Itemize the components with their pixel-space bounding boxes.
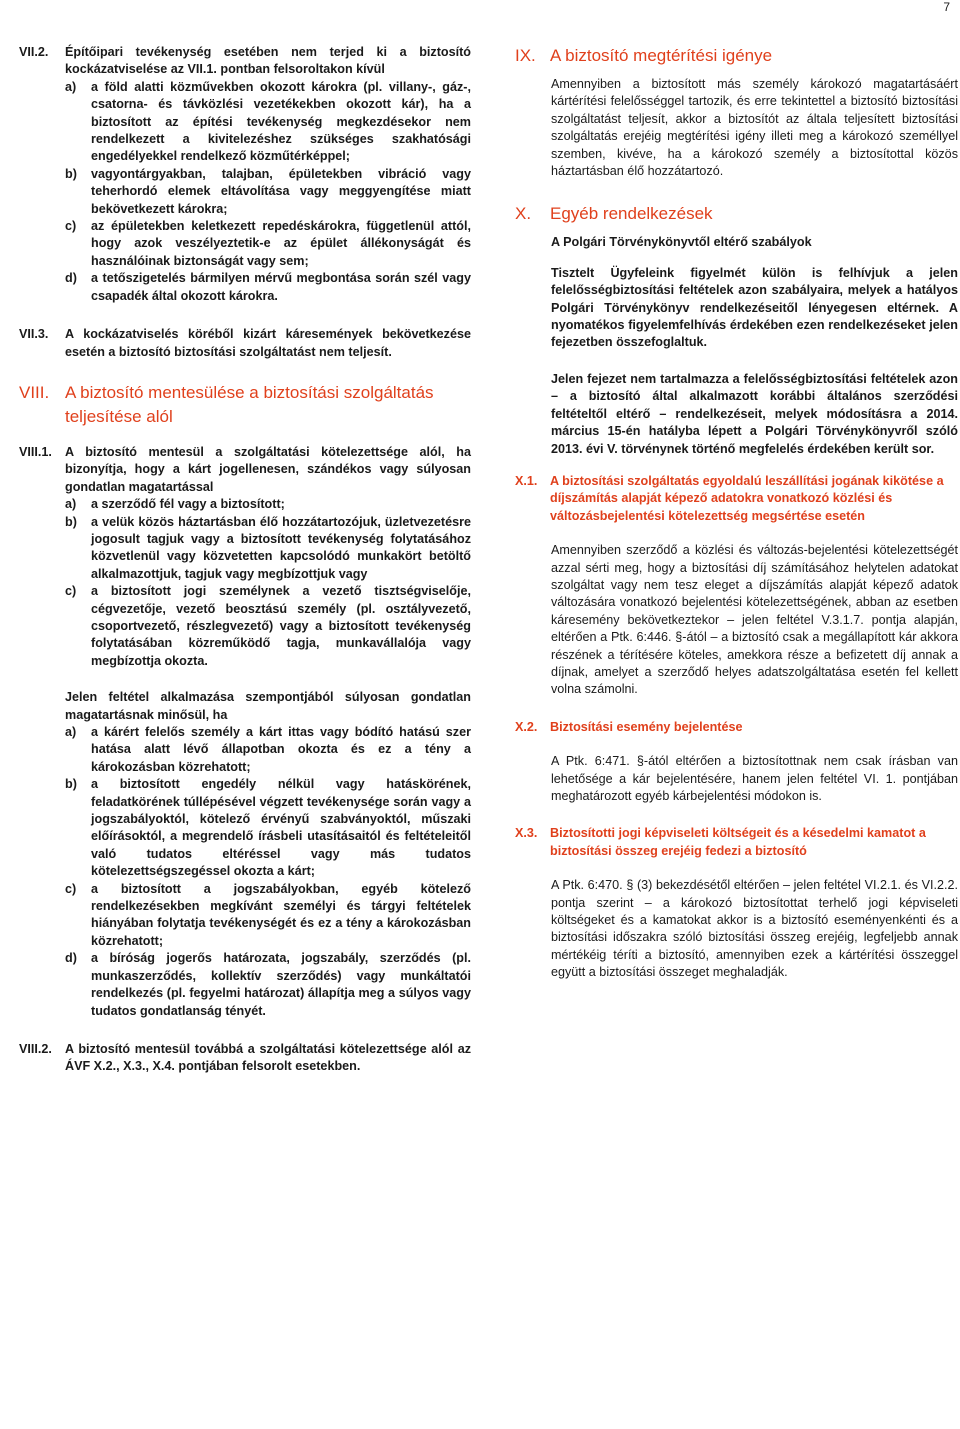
list-item: a) a szerződő fél vagy a biztosított; bbox=[65, 497, 285, 512]
section-ix-text: Amennyiben a biztosított más személy károkozó magatartásáért kártérítési felelősséggel tartozik, és erre tekintettel a biztosító biztosítási szolgáltatást teljesít, akkor a biztosítót az általa teljesített biztosítási szolgáltatás erejéig megtérítési igény illeti meg a károkozó személlyel szemben, kivéve, ha a károkozó személy a biztosítottal közös háztartásban élő hozzátartozó. bbox=[551, 77, 958, 179]
section-intro-2: Jelen feltétel alkalmazása szempontjából súlyosan gondatlan magatartásnak minősül, ha bbox=[65, 690, 471, 722]
heading-number: X. bbox=[515, 204, 532, 224]
section-number: X.2. bbox=[515, 719, 538, 734]
heading-number: IX. bbox=[515, 46, 536, 65]
heading-viii bbox=[19, 381, 471, 429]
heading-title: A biztosító mentesülése a biztosítási szolgáltatás teljesítése alól bbox=[65, 382, 434, 426]
section-viii2 bbox=[19, 1041, 471, 1076]
list-item: b) vagyontárgyakban, talajban, épületekben vibráció vagy teherhordó elemek eltávolítása vagy meggyengítése miatt bekövetkezett károkra; bbox=[65, 166, 471, 216]
list-item: b) a biztosított engedély nélkül vagy hatáskörének, feladatkörének túllépésével végzett tevékenysége során vagy a jogszabályoktól, kötelező érvényű szabványoktól, műszaki előírásoktól, a megrendelő írásbeli utasításaitól és feltételeitől való tudatos eltéréssel vagy más tudatos kötelezettségszegéssel okozta a kárt; bbox=[65, 777, 471, 879]
list-item: b) a velük közös háztartásban élő hozzátartozójuk, üzletvezetésre jogosult tagjuk vagy a biztosított tevékenység folytatásához közvetlenül vagy közvetetten kapcsolódó munkakört betöltő alkalmazottjuk, tagjuk vagy megbízottjuk vagy bbox=[65, 514, 471, 581]
section-intro: Építőipari tevékenység esetében nem terjed ki a biztosító kockázatviselése az VII.1. pontban felsoroltakon kívül bbox=[65, 45, 471, 77]
section-x3-text: A Ptk. 6:470. § (3) bekezdésétől eltérően – jelen feltétel VI.2.1. és VI.2.2. pontja szerint – a károkozó biztosítottat terhelő jogi képviseleti költségeket és a kamatokat akkor is a biztosító eseményenkénti és a biztosítási időszakra szóló biztosítási összeg erejéig, legfeljebb annak mértékéig téríti a biztosító, amennyiben ezek a kártérítési összeggel együtt a biztosítási összeget meghaladják. bbox=[551, 878, 958, 980]
section-vii3 bbox=[19, 326, 471, 361]
section-intro: A biztosító mentesül a szolgáltatási kötelezettsége alól, ha bizonyítja, hogy a kárt jogellenesen, szándékos vagy súlyosan gondatlan magatartással bbox=[65, 444, 471, 494]
heading-title: Egyéb rendelkezések bbox=[550, 204, 713, 224]
section-number: X.1. bbox=[515, 473, 538, 488]
section-number: VIII.1. bbox=[19, 444, 52, 459]
section-title: Biztosítási esemény bejelentése bbox=[550, 719, 743, 734]
list-item: a) a kárért felelős személy a kárt ittas vagy bódító hatású szer hatása alatt lévő állapotban okozta és ez a tény a károkozásban közrehatott; bbox=[65, 725, 471, 774]
section-number: X.3. bbox=[515, 826, 538, 841]
list-item: c) a biztosított jogi személynek a vezető tisztségviselője, cégvezetője, vezető beosztású személy (pl. osztályvezető, csoportvezető, részlegvezető) vagy a biztosított tevékenység folytatásában közreműködő tagja, munkavállalója vagy megbízottja okozta. bbox=[65, 584, 471, 668]
section-number: VIII.2. bbox=[19, 1041, 52, 1056]
page-number: 7 bbox=[943, 0, 950, 14]
list-item: a) a föld alatti közművekben okozott károkra (pl. villany-, gáz-, csatorna- és távközlési vezetékekben okozott kár), ha a biztosított az építési tevékenység megkezdésekor nem rendelkezett a kivitelezéshez szükséges szakhatósági engedélyekkel rendelkező közműtérképpel; bbox=[65, 79, 471, 164]
section-x-para2: Jelen fejezet nem tartalmazza a felelősségbiztosítási feltételek azon – a biztosító által alkalmazott korábbi általános szerződési feltételtől eltérő – rendelkezéseit, melyek módosításra a 2014. március 15-én hatályba lépett a Polgári Törvénykönyvről szóló 2013. évi V. törvénynek történő megfelelés érdekében került sor. bbox=[551, 371, 958, 456]
section-text: A biztosító mentesül továbbá a szolgáltatási kötelezettsége alól az ÁVF X.2., X.3., X.4. pontjában felsorolt esetekben. bbox=[65, 1041, 471, 1074]
section-vii2 bbox=[19, 44, 471, 305]
section-title: A biztosítási szolgáltatás egyoldalú leszállítási jogának kikötése a díjszámítás alapját képező adatokra vonatkozó közlési és változásbejelentési kötelezettség megsértése esetén bbox=[550, 473, 944, 523]
section-number: VII.3. bbox=[19, 327, 49, 342]
list-item: d) a tetőszigetelés bármilyen mérvű megbontása során szél vagy csapadék által okozott károkra. bbox=[65, 271, 471, 303]
heading-ix bbox=[515, 44, 958, 68]
heading-x bbox=[515, 202, 958, 226]
heading-number: VIII. bbox=[19, 382, 50, 402]
right-column bbox=[515, 44, 958, 982]
list-item: d) a bíróság jogerős határozata, jogszabály, szerződés (pl. munkaszerződés, kollektív szerződés) vagy munkáltatói rendelkezés (pl. fegyelmi határozat) állapítja meg a súlyos vagy tudatos gondatlanság tényét. bbox=[65, 951, 471, 1018]
section-x1-text: Amennyiben szerződő a közlési és változás-bejelentési kötelezettségét azzal sérti meg, hogy a biztosítási díj számításához helytelen adatokat szolgáltat vagy nem tesz eleget a díjszámítás alapját képező adatok változására vonatkozó bejelentési kötelezettségének, abban az esetben káresemény bekövetkeztekor – jelen feltétel V.3.1.7. pontja alapján, eltérően a Ptk. 6:446. §-ától – a biztosító csak a megállapított kár akkora részének a térítésére köteles, amekkora része a befizetett díj annak a díjnak, amelyet a szerződő helyes adatszolgáltatása esetén fel kellett volna számolni. bbox=[551, 543, 958, 697]
section-x2 bbox=[515, 719, 958, 736]
section-x1 bbox=[515, 473, 958, 525]
section-text: A kockázatviselés köréből kizárt káresemények bekövetkezése esetén a biztosító biztosítási szolgáltatást nem teljesít. bbox=[65, 327, 471, 359]
list-item: c) az épületekben keletkezett repedéskárokra, függetlenül attól, hogy azok veszélyeztetik-e az épület állékonyságát és használóinak biztonságát vagy sem; bbox=[65, 219, 471, 268]
section-x3 bbox=[515, 825, 958, 860]
section-title: Biztosítotti jogi képviseleti költségeit és a késedelmi kamatot a biztosítási összeg erejéig fedezi a biztosító bbox=[550, 826, 926, 858]
section-x-subtitle: A Polgári Törvénykönyvtől eltérő szabályok bbox=[551, 235, 812, 250]
section-number: VII.2. bbox=[19, 45, 49, 59]
list-item: c) a biztosított a jogszabályokban, egyéb kötelező rendelkezésekben megkívánt személyi és tárgyi feltételek hiányában folytatja tevékenységét és ez a tény a károkozásban közrehatott; bbox=[65, 881, 471, 948]
section-viii1 bbox=[19, 444, 471, 1020]
left-column bbox=[19, 44, 471, 1076]
heading-title: A biztosító megtérítési igénye bbox=[550, 46, 773, 65]
section-x-para1: Tisztelt Ügyfeleink figyelmét külön is felhívjuk a jelen felelősségbiztosítási feltételek azon szabályaira, melyek a hatályos Polgári Törvénykönyv rendelkezéseitől lényegesen eltérnek. A nyomatékos figyelemfelhívás érdekében ezen rendelkezéseket jelen fejezetben összefoglaltuk. bbox=[551, 265, 958, 350]
section-x2-text: A Ptk. 6:471. §-ától eltérően a biztosítottnak nem csak írásban van lehetősége a kár bejelentésére, hanem jelen feltétel VI. 1. pontjában meghatározott egyéb kárbejelentési módokon is. bbox=[551, 754, 958, 803]
